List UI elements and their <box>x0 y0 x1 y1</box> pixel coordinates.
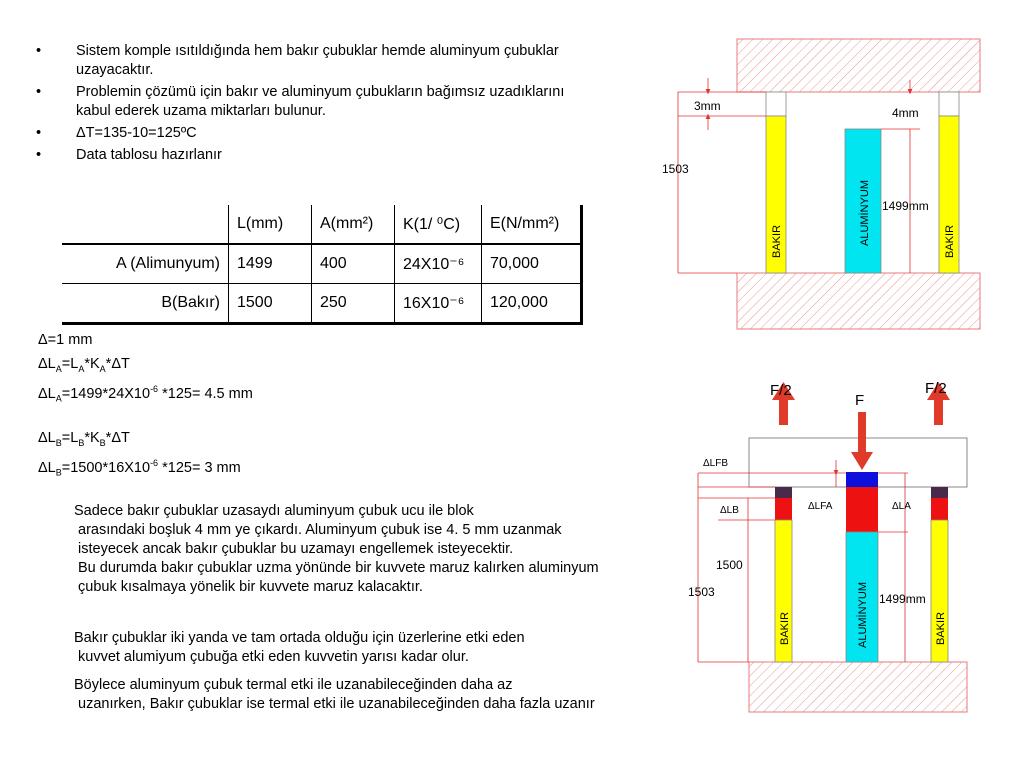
copper-bar-right-dark <box>931 487 948 498</box>
copper-label-left-2: BAKIR <box>779 611 791 645</box>
lb-calculation: $\Delta L_B=1500*16X10^{-6}$ *125= 3 mm <box>38 458 241 478</box>
row-label: A (Alimunyum) <box>62 244 229 284</box>
aluminum-bar-red <box>846 487 878 532</box>
cell-a: 250 <box>312 284 395 324</box>
cell-l: 1499 <box>229 244 312 284</box>
dl-a-label: ΔLA <box>892 501 911 512</box>
cell-a: 400 <box>312 244 395 284</box>
dim-1503: 1503 <box>662 162 689 176</box>
copper-label-right-2: BAKIR <box>935 611 947 645</box>
explanation-paragraph-2: Bakır çubuklar iki yanda ve tam ortada olduğu için üzerlerine etki eden kuvvet alumiyum çubuğa etki eden kuvvetin yarısı kadar olur. <box>74 630 525 665</box>
force-label-right: F/2 <box>925 380 947 397</box>
dl-b-label: ΔLB <box>720 505 739 516</box>
bottom-block <box>737 273 980 329</box>
cell-e: 120,000 <box>482 284 582 324</box>
dim-1499-2: 1499mm <box>879 592 926 606</box>
diagram-1 <box>662 39 980 329</box>
copper-bar-left-red <box>775 498 792 520</box>
header-l: L(mm) <box>229 205 312 244</box>
dim-4mm: 4mm <box>892 106 919 120</box>
bullet-item: • Data tablosu hazırlanır <box>30 146 590 165</box>
copper-bar-left-dark <box>775 487 792 498</box>
dim-1500: 1500 <box>716 558 743 572</box>
top-block <box>737 39 980 92</box>
dim-1503-2: 1503 <box>688 585 715 599</box>
delta-equation: Δ=1 mm <box>38 332 93 348</box>
cell-l: 1500 <box>229 284 312 324</box>
la-formula: $\Delta L_A=L_A*K_A*\Delta T$ <box>38 356 130 374</box>
cell-k: 16X10⁻⁶ <box>395 284 482 324</box>
copper-label-left: BAKIR <box>771 224 783 258</box>
diagram-2 <box>688 380 967 712</box>
row-label: B(Bakır) <box>62 284 229 324</box>
force-label-mid: F <box>855 392 865 409</box>
copper-label-right: BAKIR <box>944 224 956 258</box>
dl-fb-label: ΔLFB <box>703 458 729 469</box>
copper-bar-right-gap <box>939 92 959 116</box>
dl-fa-label: ΔLFA <box>808 501 833 512</box>
aluminum-label-2: ALUMİNYUM <box>857 581 869 648</box>
aluminum-bar-blue <box>846 472 878 487</box>
cell-k: 24X10⁻⁶ <box>395 244 482 284</box>
cell-e: 70,000 <box>482 244 582 284</box>
dim-1499: 1499mm <box>882 199 929 213</box>
bullet-item: • Sistem komple ısıtıldığında hem bakır çubuklar hemde aluminyum çubuklar uzayacaktır. <box>30 42 590 80</box>
bottom-block-2 <box>749 662 967 712</box>
la-calculation: $\Delta L_A=1499*24X10^{-6}$ *125= 4.5 mm <box>38 384 253 404</box>
force-label-left: F/2 <box>770 382 792 399</box>
copper-bar-right-red <box>931 498 948 520</box>
bullet-item: • Problemin çözümü için bakır ve aluminyum çubukların bağımsız uzadıklarını kabul ederek uzama miktarları bulunur. <box>30 83 590 121</box>
explanation-paragraph-3: Böylece aluminyum çubuk termal etki ile uzanabileceğinden daha az uzanırken, Bakır çubuklar ise termal etki ile uzanabileceğinden daha fazla uzanır <box>74 677 595 712</box>
header-a: A(mm²) <box>312 205 395 244</box>
header-k: K(1/ ⁰C) <box>395 205 482 244</box>
aluminum-label: ALUMİNYUM <box>859 179 871 246</box>
explanation-paragraph-1: Sadece bakır çubuklar uzasaydı aluminyum çubuk ucu ile blok arasındaki boşluk 4 mm ye çıkardı. Aluminyum çubuk ise 4. 5 mm uzanmak isteyecek ancak bakır çubuklar bu uzamayı engellemek isteyecektir. Bu durumda bakır çubuklar uzma yönünde bir kuvvete maruz kalırken aluminyum çubuk kısalmaya yönelik bir kuvvete maruz kalacaktır. <box>74 503 599 595</box>
header-e: E(N/mm²) <box>482 205 582 244</box>
lb-formula: $\Delta L_B=L_B*K_B*\Delta T$ <box>38 430 130 448</box>
bullet-item: • ΔT=135-10=125ºC <box>30 124 590 143</box>
copper-bar-left-gap <box>766 92 786 116</box>
dim-3mm: 3mm <box>694 99 721 113</box>
